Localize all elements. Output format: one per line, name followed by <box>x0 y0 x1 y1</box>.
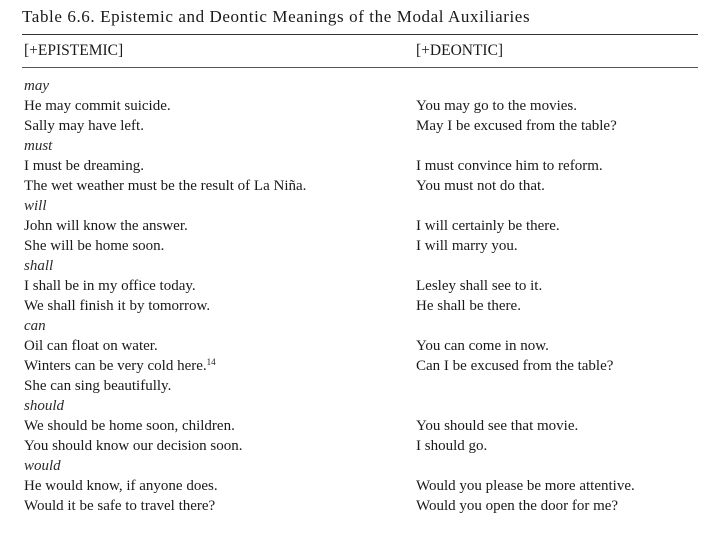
modal-group-must <box>22 136 698 196</box>
table-body <box>22 76 698 516</box>
table-row <box>22 356 698 376</box>
epistemic-example-text: Sally may have left. <box>24 118 144 134</box>
modal-label: can <box>24 318 46 334</box>
epistemic-example-text: You should know our decision soon. <box>24 438 243 454</box>
deontic-example: Lesley shall see to it. <box>416 278 543 294</box>
deontic-example: You must not do that. <box>416 178 545 194</box>
header-rule <box>22 67 698 68</box>
epistemic-example <box>24 476 218 496</box>
epistemic-example-text: We should be home soon, children. <box>24 418 235 434</box>
epistemic-example <box>24 436 243 456</box>
deontic-example: You may go to the movies. <box>416 98 577 114</box>
epistemic-example <box>24 276 196 296</box>
table-row <box>22 156 698 176</box>
modal-label: may <box>24 78 49 94</box>
table-row <box>22 416 698 436</box>
epistemic-example <box>24 416 235 436</box>
modal-group-can <box>22 316 698 396</box>
footnote-marker: 14 <box>206 357 216 367</box>
table-page <box>22 6 698 516</box>
deontic-example: You can come in now. <box>416 338 549 354</box>
modal-label: will <box>24 198 47 214</box>
table-row <box>22 236 698 256</box>
epistemic-example-text: She can sing beautifully. <box>24 378 172 394</box>
table-row <box>22 336 698 356</box>
epistemic-example-text: Oil can float on water. <box>24 338 158 354</box>
epistemic-example <box>24 156 144 176</box>
modal-group-shall <box>22 256 698 316</box>
column-header-row <box>22 39 698 63</box>
modal-label: should <box>24 398 65 414</box>
top-rule <box>22 34 698 35</box>
deontic-column-header: [+DEONTIC] <box>416 42 504 59</box>
epistemic-example <box>24 236 164 256</box>
modal-label: must <box>24 138 53 154</box>
epistemic-column-header: [+EPISTEMIC] <box>24 42 124 59</box>
deontic-example: I must convince him to reform. <box>416 158 603 174</box>
epistemic-example-text: I must be dreaming. <box>24 158 144 174</box>
deontic-example: Would you open the door for me? <box>416 498 619 514</box>
table-row <box>22 376 698 396</box>
epistemic-example-text: The wet weather must be the result of La Niña. <box>24 178 307 194</box>
epistemic-example <box>24 96 171 116</box>
table-row <box>22 96 698 116</box>
epistemic-example <box>24 116 144 136</box>
table-row <box>22 216 698 236</box>
epistemic-example <box>24 356 216 376</box>
epistemic-example <box>24 216 188 236</box>
deontic-example: May I be excused from the table? <box>416 118 617 134</box>
epistemic-example <box>24 496 215 516</box>
epistemic-example-text: Would it be safe to travel there? <box>24 498 216 514</box>
epistemic-example-text: John will know the answer. <box>24 218 188 234</box>
deontic-example: I will certainly be there. <box>416 218 560 234</box>
epistemic-example-text: We shall finish it by tomorrow. <box>24 298 211 314</box>
deontic-example: He shall be there. <box>416 298 521 314</box>
epistemic-example-text: I shall be in my office today. <box>24 278 196 294</box>
modal-group-would <box>22 456 698 516</box>
modal-group-will <box>22 196 698 256</box>
epistemic-example <box>24 336 158 356</box>
epistemic-example <box>24 176 306 196</box>
epistemic-example-text: She will be home soon. <box>24 238 165 254</box>
table-row <box>22 116 698 136</box>
epistemic-example <box>24 296 210 316</box>
table-row <box>22 476 698 496</box>
table-row <box>22 436 698 456</box>
table-row <box>22 176 698 196</box>
modal-label: would <box>24 458 61 474</box>
deontic-example: I will marry you. <box>416 238 518 254</box>
epistemic-example-text: He would know, if anyone does. <box>24 478 218 494</box>
epistemic-example-text: Winters can be very cold here. <box>24 358 207 374</box>
table-title: Table 6.6. Epistemic and Deontic Meanings of the Modal Auxiliaries <box>22 7 531 26</box>
modal-label: shall <box>24 258 54 274</box>
table-row <box>22 496 698 516</box>
table-row <box>22 296 698 316</box>
deontic-example: Would you please be more attentive. <box>416 478 635 494</box>
modal-group-should <box>22 396 698 456</box>
modal-group-may <box>22 76 698 136</box>
deontic-example: You should see that movie. <box>416 418 579 434</box>
epistemic-example <box>24 376 171 396</box>
table-row <box>22 276 698 296</box>
deontic-example: Can I be excused from the table? <box>416 358 614 374</box>
epistemic-example-text: He may commit suicide. <box>24 98 171 114</box>
deontic-example: I should go. <box>416 438 488 454</box>
